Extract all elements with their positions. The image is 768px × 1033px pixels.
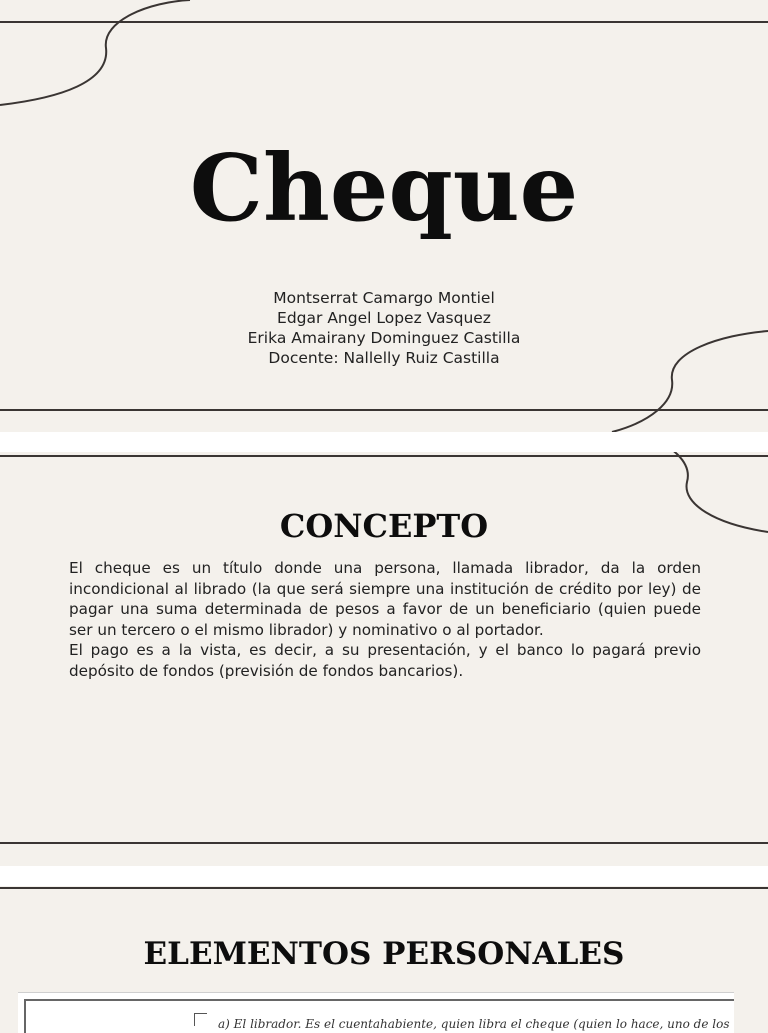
document-text: a) El librador. Es el cuentahabiente, quien libra el cheque (quien lo hace, uno de los (218, 1017, 730, 1031)
author-name: Erika Amairany Dominguez Castilla (247, 329, 521, 347)
section-heading: ELEMENTOS PERSONALES (143, 936, 625, 972)
top-rule (0, 887, 768, 889)
page-title: Cheque (189, 134, 579, 242)
slide-separator (0, 432, 768, 452)
teacher-name: Docente: Nallelly Ruiz Castilla (268, 349, 500, 367)
author-name: Montserrat Camargo Montiel (273, 289, 495, 307)
section-heading: CONCEPTO (279, 507, 489, 545)
bottom-rule (0, 842, 768, 844)
authors-list (0, 288, 768, 368)
author-name: Edgar Angel Lopez Vasquez (277, 309, 491, 327)
concept-slide (0, 452, 768, 866)
checkbox-icon (194, 1013, 207, 1026)
title-slide (0, 0, 768, 432)
concept-text (69, 558, 701, 682)
document-excerpt (18, 992, 734, 1033)
paragraph: El pago es a la vista, es decir, a su presentación, y el banco lo pagará previo depósito de fondos (previsión de fondos bancarios). (69, 641, 701, 680)
bottom-rule (0, 409, 768, 411)
slide-separator (0, 866, 768, 886)
top-rule (0, 455, 768, 457)
paragraph: El cheque es un título donde una persona, llamada librador, da la orden incondicional al librado (la que será siempre una institución de crédito por ley) de pagar una suma determinada de pesos a favor de un beneficiario (quien puede ser un tercero o el mismo librador) y nominativo o al portador. (69, 559, 701, 639)
top-rule (0, 21, 768, 23)
